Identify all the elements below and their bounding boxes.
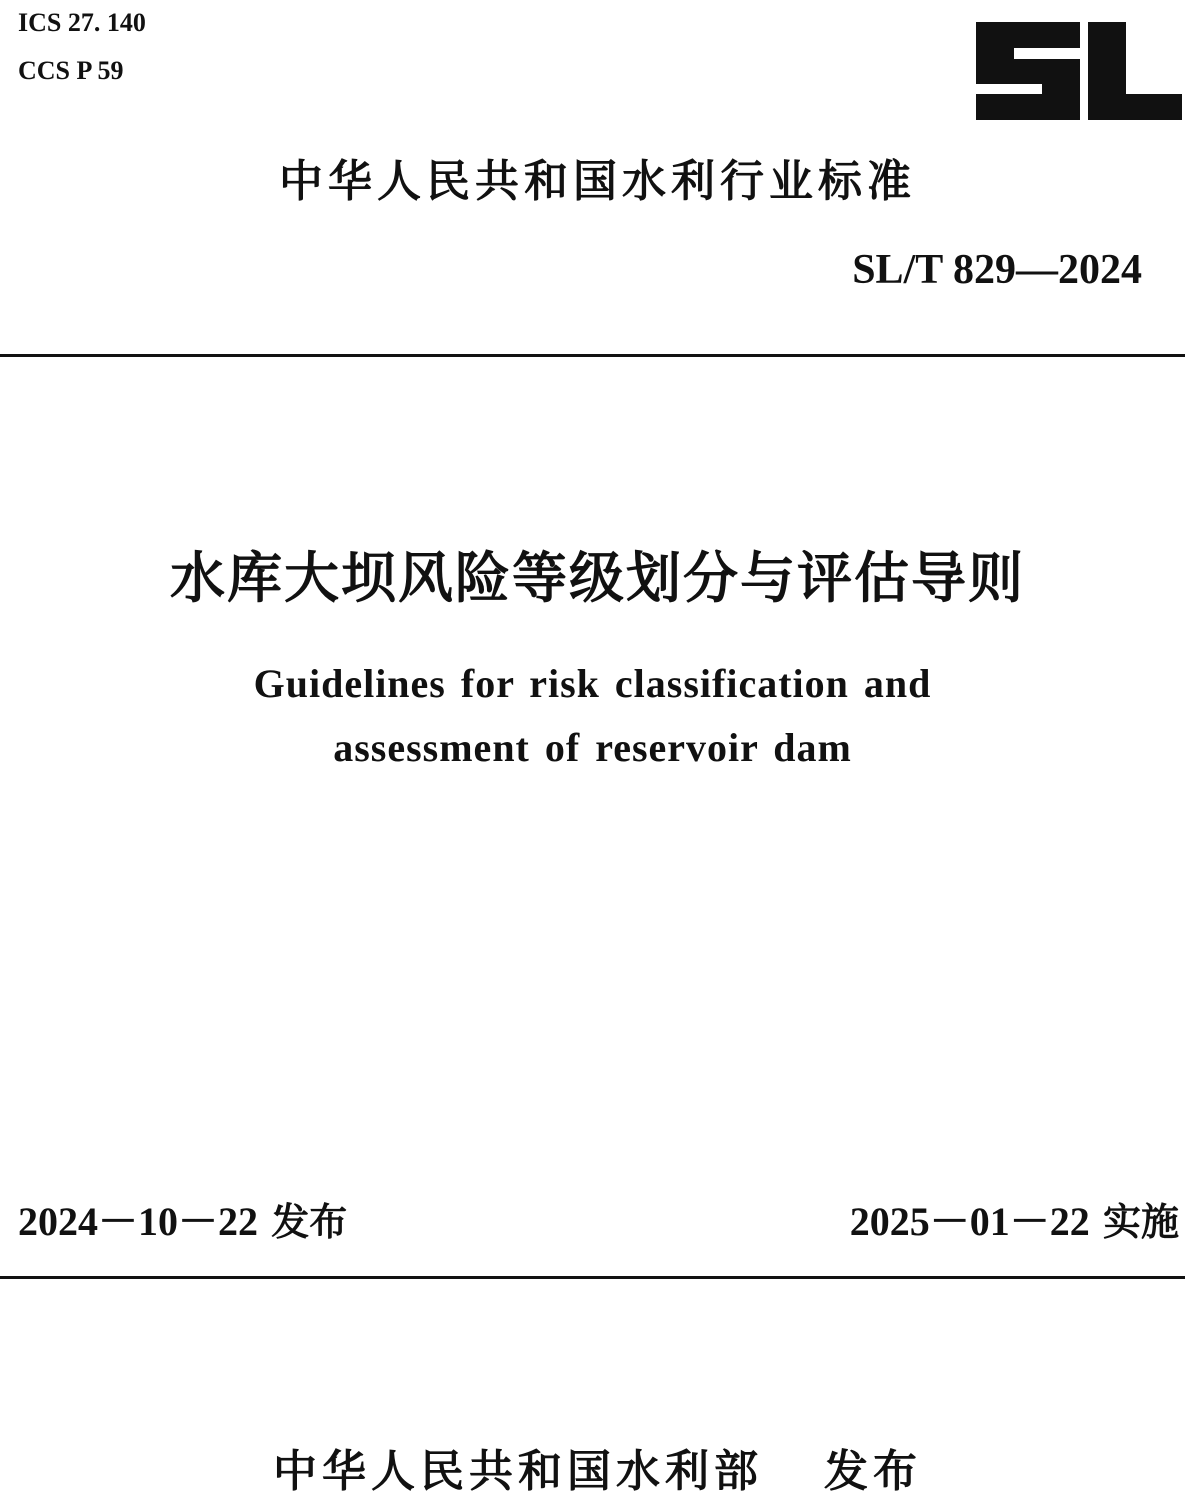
- ccs-code: CCS P 59: [18, 56, 124, 85]
- bottom-divider: [0, 1276, 1185, 1279]
- chinese-title: 水库大坝风险等级划分与评估导则: [169, 546, 1025, 610]
- ics-code: ICS 27. 140: [18, 8, 146, 37]
- issue-date: 2024－10－22: [18, 1199, 258, 1244]
- publisher: 中华人民共和国水利部 发布: [273, 1446, 922, 1497]
- english-title-line-1: Guidelines for risk classification and: [253, 661, 932, 706]
- standard-number: SL/T 829—2024: [852, 247, 1142, 293]
- industry-standard-heading: 中华人民共和国水利行业标准: [279, 156, 916, 207]
- issue-label: 发布: [271, 1200, 348, 1244]
- sl-logo-icon: [968, 8, 1184, 126]
- implement-date-block: [850, 1192, 1179, 1252]
- implement-label: 实施: [1102, 1200, 1179, 1244]
- top-divider: [0, 354, 1185, 357]
- english-title-line-2: assessment of reservoir dam: [333, 725, 852, 770]
- implement-date: 2025－01－22: [849, 1199, 1090, 1244]
- issue-date-block: [18, 1192, 347, 1252]
